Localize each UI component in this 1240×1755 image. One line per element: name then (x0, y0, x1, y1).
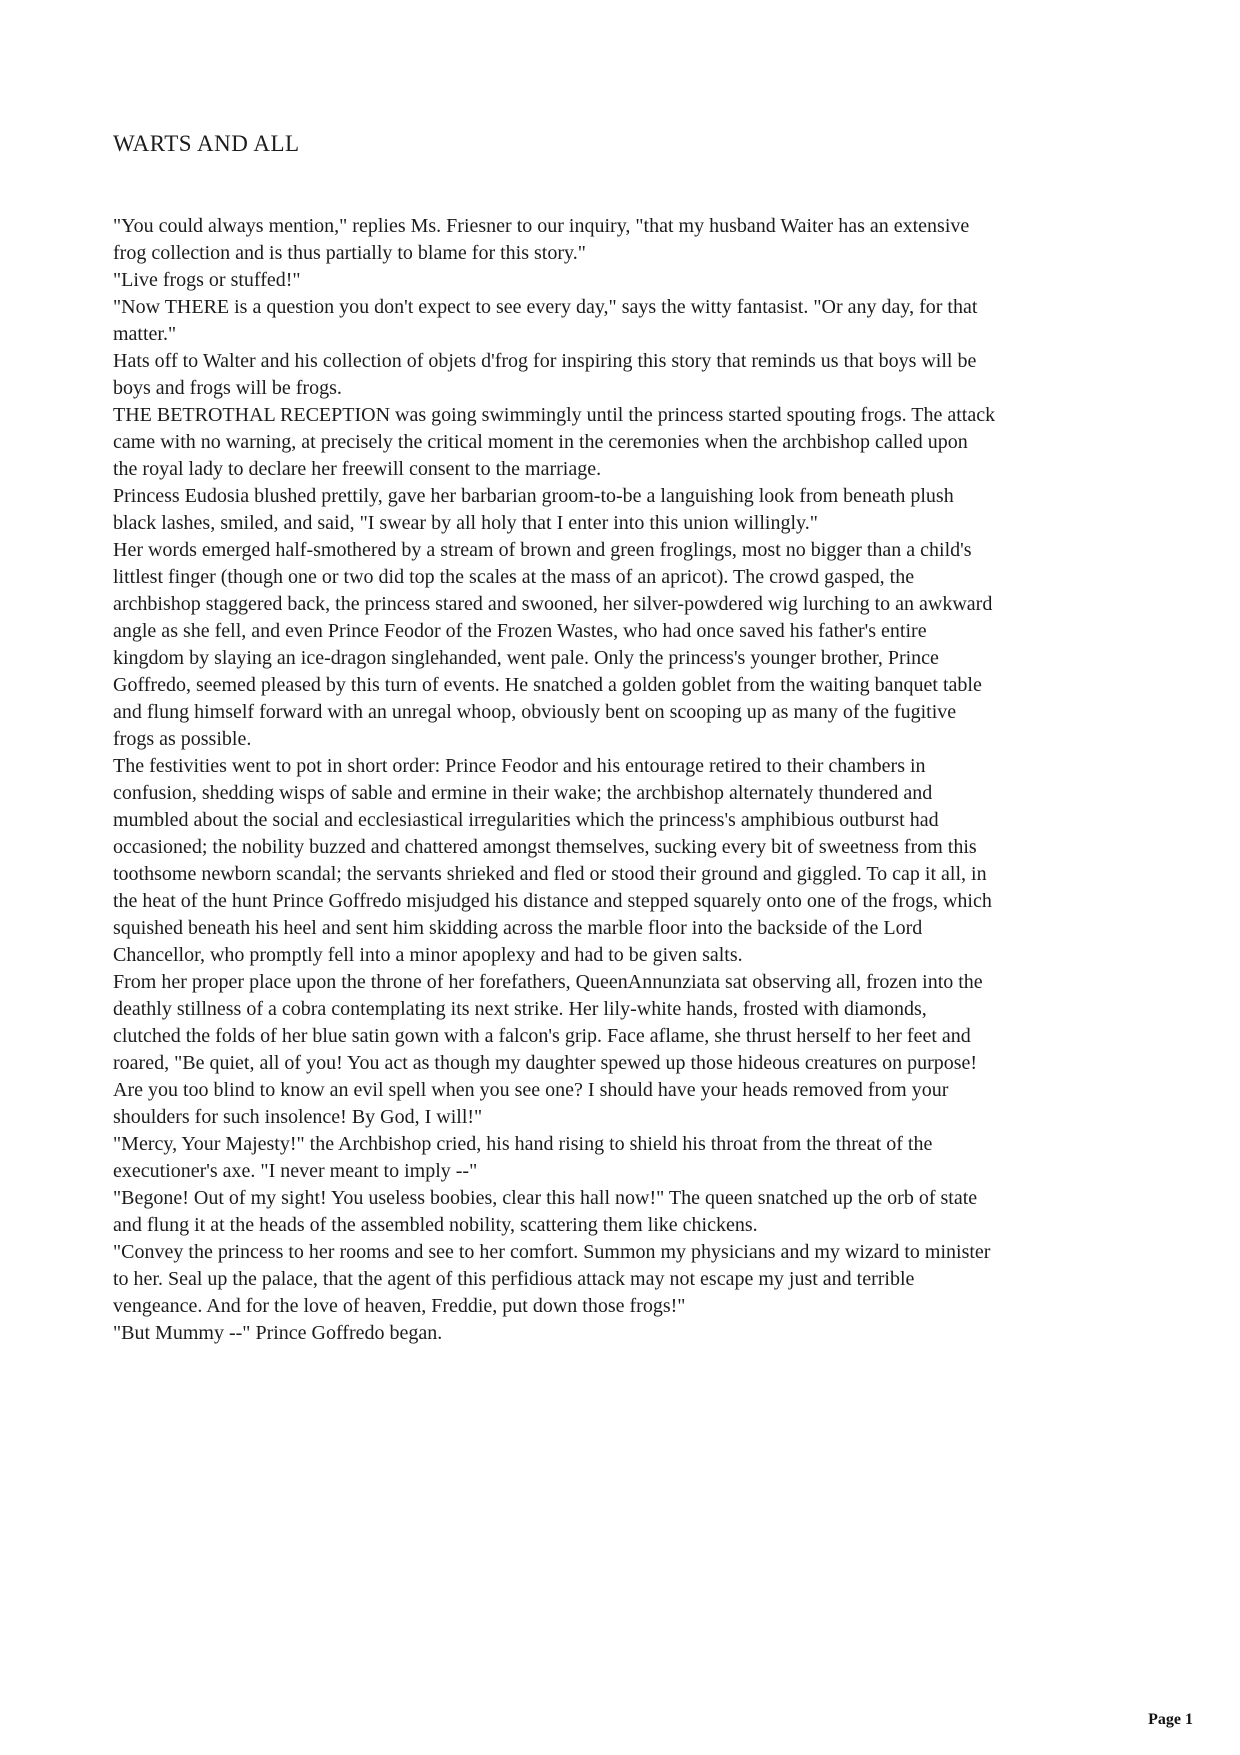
page-number: Page 1 (1148, 1711, 1193, 1728)
page-content (113, 131, 997, 1347)
paragraph: Princess Eudosia blushed prettily, gave her barbarian groom-to-be a languishing look from beneath plush black lashes, smiled, and said, "I swear by all holy that I enter into this union willingly." (113, 485, 954, 534)
story-body (113, 213, 997, 1347)
paragraph: The festivities went to pot in short order: Prince Feodor and his entourage retired to their chambers in confusion, shedding wisps of sable and ermine in their wake; the archbishop alternately thundered and mumbled about the social and ecclesiastical irregularities which the princess's amphibious outburst had occasioned; the nobility buzzed and chattered amongst themselves, sucking every bit of sweetness from this toothsome newborn scandal; the servants shrieked and fled or stood their ground and giggled. To cap it all, in the heat of the hunt Prince Goffredo misjudged his distance and stepped squarely onto one of the frogs, which squished beneath his heel and sent him skidding across the marble floor into the backside of the Lord Chancellor, who promptly fell into a minor apoplexy and had to be given salts. (113, 755, 992, 966)
paragraph: "But Mummy --" Prince Goffredo began. (113, 1322, 443, 1344)
paragraph: "Live frogs or stuffed!" (113, 269, 301, 291)
paragraph: "Convey the princess to her rooms and see to her comfort. Summon my physicians and my wizard to minister to her. Seal up the palace, that the agent of this perfidious attack may not escape my just and terrible vengeance. And for the love of heaven, Freddie, put down those frogs!" (113, 1241, 991, 1317)
paragraph: Hats off to Walter and his collection of objets d'frog for inspiring this story that reminds us that boys will be boys and frogs will be frogs. (113, 350, 977, 399)
paragraph: "Begone! Out of my sight! You useless boobies, clear this hall now!" The queen snatched up the orb of state and flung it at the heads of the assembled nobility, scattering them like chickens. (113, 1187, 978, 1236)
paragraph: From her proper place upon the throne of her forefathers, QueenAnnunziata sat observing all, frozen into the deathly stillness of a cobra contemplating its next strike. Her lily-white hands, frosted with diamonds, clutched the folds of her blue satin gown with a falcon's grip. Face aflame, she thrust herself to her feet and roared, "Be quiet, all of you! You act as though my daughter spewed up those hideous creatures on purpose! Are you too blind to know an evil spell when you see one? I should have your heads removed from your shoulders for such insolence! By God, I will!" (113, 971, 983, 1128)
paragraph: Her words emerged half-smothered by a stream of brown and green froglings, most no bigger than a child's littlest finger (though one or two did top the scales at the mass of an apricot). The crowd gasped, the archbishop staggered back, the princess stared and swooned, her silver-powdered wig lurching to an awkward angle as she fell, and even Prince Feodor of the Frozen Wastes, who had once saved his father's entire kingdom by slaying an ice-dragon singlehanded, went pale. Only the princess's younger brother, Prince Goffredo, seemed pleased by this turn of events. He snatched a golden goblet from the waiting banquet table and flung himself forward with an unregal whoop, obviously bent on scooping up as many of the fugitive frogs as possible. (113, 539, 993, 750)
paragraph: "You could always mention," replies Ms. Friesner to our inquiry, "that my husband Waiter has an extensive frog collection and is thus partially to blame for this story." (113, 215, 970, 264)
paragraph: "Now THERE is a question you don't expect to see every day," says the witty fantasist. "Or any day, for that matter." (113, 296, 978, 345)
paragraph: "Mercy, Your Majesty!" the Archbishop cried, his hand rising to shield his throat from the threat of the executioner's axe. "I never meant to imply --" (113, 1133, 933, 1182)
page-title: WARTS AND ALL (113, 131, 300, 156)
paragraph: THE BETROTHAL RECEPTION was going swimmingly until the princess started spouting frogs. The attack came with no warning, at precisely the critical moment in the ceremonies when the archbishop called upon the royal lady to declare her freewill consent to the marriage. (113, 404, 996, 480)
